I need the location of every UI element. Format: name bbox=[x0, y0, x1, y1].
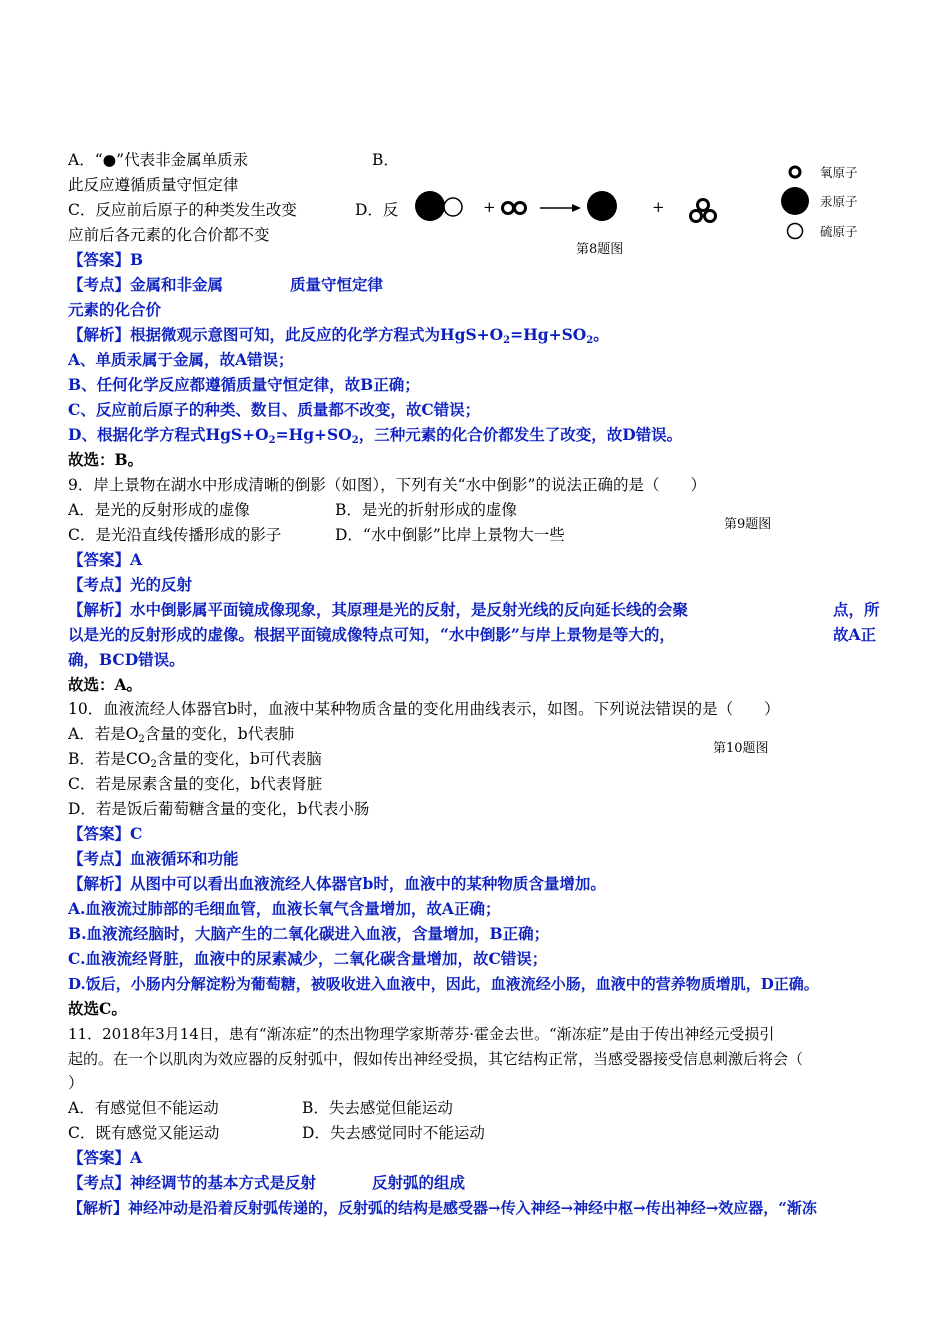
q11-option-c: C．既有感觉又能运动 bbox=[68, 1124, 220, 1142]
q8-legend bbox=[781, 165, 858, 239]
q8-product-mercury-atom-icon bbox=[587, 191, 617, 221]
legend-sulfur-label: 硫原子 bbox=[820, 224, 858, 239]
q8-reactant-hgs-molecule bbox=[415, 191, 462, 221]
q8-option-a: A．“●”代表非金属单质汞 bbox=[68, 151, 249, 169]
q8-plus-sign-2: + bbox=[652, 198, 665, 216]
q11-analysis: 【解析】神经冲动是沿着反射弧传递的，反射弧的结构是感受器→传入神经→神经中枢→传出神经→效应器，“渐冻 bbox=[68, 1199, 817, 1217]
oxygen-atom-icon bbox=[705, 211, 716, 222]
q10-figure-caption: 第10题图 bbox=[713, 741, 769, 756]
mercury-atom-icon bbox=[415, 191, 445, 221]
q9-analysis-2a: 以是光的反射形成的虚像。根据平面镜成像特点可知，“水中倒影”与岸上景物是等大的， bbox=[68, 625, 675, 644]
q9-option-d: D．“水中倒影”比岸上景物大一些 bbox=[335, 526, 565, 544]
q11-topic-b: 反射弧的组成 bbox=[372, 1173, 466, 1192]
q10-analysis-line-a: A.血液流过肺部的毛细血管，血液长氧气含量增加，故A正确； bbox=[68, 899, 501, 918]
q8-option-c: C．反应前后原子的种类发生改变 bbox=[68, 201, 297, 219]
q10-topic: 【考点】血液循环和功能 bbox=[68, 849, 239, 868]
q8-reaction-arrow-icon bbox=[540, 204, 581, 212]
q8-choose: 故选：B。 bbox=[68, 450, 144, 469]
q10-choose: 故选C。 bbox=[68, 999, 127, 1018]
q10-option-a: A．若是$O_2$含量的变化，b代表肺 bbox=[68, 725, 295, 745]
q8-analysis: 【解析】根据微观示意图可知，此反应的化学方程式为$HgS+O_2=Hg+SO_2$。 bbox=[68, 325, 609, 346]
sulfur-atom-icon bbox=[444, 198, 462, 216]
oxygen-atom-icon bbox=[515, 203, 526, 214]
legend-oxygen-label: 氧原子 bbox=[820, 165, 858, 180]
oxygen-atom-icon bbox=[698, 200, 709, 211]
q8-reactant-oxygen-molecule bbox=[503, 203, 526, 214]
q8-analysis-line-d: D、根据化学方程式$HgS+O_2=Hg+SO_2$，三种元素的化合价都发生了改变，故D错误。 bbox=[68, 425, 683, 446]
q9-analysis-1b: 点，所 bbox=[833, 600, 880, 619]
q9-answer: 【答案】A bbox=[68, 550, 143, 569]
q10-analysis-line-c: C.血液流经肾脏，血液中的尿素减少，二氧化碳含量增加，故C错误； bbox=[68, 949, 548, 968]
q8-topic-c: 元素的化合价 bbox=[68, 300, 162, 319]
oxygen-atom-icon bbox=[691, 211, 702, 222]
q8-option-b-tail: 此反应遵循质量守恒定律 bbox=[68, 176, 239, 194]
q11-option-d: D．失去感觉同时不能运动 bbox=[302, 1124, 485, 1142]
q9-analysis-3: 确，BCD错误。 bbox=[68, 650, 185, 669]
q8-analysis-line-b: B、任何化学反应都遵循质量守恒定律，故B正确； bbox=[68, 375, 420, 394]
q11-stem-line-2: 起的。在一个以肌肉为效应器的反射弧中，假如传出神经受损，其它结构正常，当感受器接受信息刺激后将会（ bbox=[68, 1050, 804, 1068]
q8-topic-b: 质量守恒定律 bbox=[290, 275, 384, 294]
q8-product-so2-molecule bbox=[691, 200, 716, 222]
q11-answer: 【答案】A bbox=[68, 1148, 143, 1167]
q10-answer: 【答案】C bbox=[68, 824, 143, 843]
q8-analysis-line-c: C、反应前后原子的种类、数目、质量都不改变，故C错误； bbox=[68, 400, 481, 419]
q9-option-c: C．是光沿直线传播形成的影子 bbox=[68, 526, 282, 544]
legend-sulfur-atom-icon bbox=[788, 224, 803, 239]
q10-option-b: B．若是$CO_2$含量的变化，b可代表脑 bbox=[68, 750, 322, 770]
q8-figure-caption: 第8题图 bbox=[576, 242, 624, 257]
q11-topic-a: 【考点】神经调节的基本方式是反射 bbox=[68, 1173, 317, 1192]
q10-option-d: D．若是饭后葡萄糖含量的变化，b代表小肠 bbox=[68, 800, 370, 818]
q9-stem: 9．岸上景物在湖水中形成清晰的倒影（如图），下列有关“水中倒影”的说法正确的是（ ） bbox=[68, 476, 706, 494]
q8-topic-a: 【考点】金属和非金属 bbox=[68, 275, 224, 294]
q9-analysis-1a: 【解析】水中倒影属平面镜成像现象，其原理是光的反射，是反射光线的反向延长线的会聚 bbox=[68, 600, 689, 619]
q10-analysis-line-b: B.血液流经脑时，大脑产生的二氧化碳进入血液，含量增加，B正确； bbox=[68, 924, 550, 943]
q9-topic: 【考点】光的反射 bbox=[68, 575, 193, 594]
q10-option-c: C．若是尿素含量的变化，b代表肾脏 bbox=[68, 775, 323, 793]
q10-analysis: 【解析】从图中可以看出血液流经人体器官b时，血液中的某种物质含量增加。 bbox=[68, 874, 606, 893]
q9-choose: 故选：A。 bbox=[68, 675, 143, 694]
legend-oxygen-atom-icon bbox=[790, 167, 800, 177]
q8-option-b-head: B． bbox=[372, 151, 399, 169]
q8-reaction-diagram bbox=[400, 160, 870, 255]
q10-stem: 10．血液流经人体器官b时，血液中某种物质含量的变化用曲线表示，如图。下列说法错误的是（ ） bbox=[68, 700, 780, 718]
oxygen-atom-icon bbox=[503, 203, 514, 214]
q9-analysis-2b: 故A正 bbox=[833, 625, 877, 644]
q11-stem-line-1: 11．2018年3月14日，患有“渐冻症”的杰出物理学家斯蒂芬·霍金去世。“渐冻症”是由于传出神经元受损引 bbox=[68, 1025, 775, 1043]
legend-mercury-label: 汞原子 bbox=[820, 194, 858, 209]
q11-option-a: A．有感觉但不能运动 bbox=[68, 1099, 219, 1117]
q9-figure-caption: 第9题图 bbox=[724, 517, 772, 532]
q11-stem-line-3: ） bbox=[68, 1074, 84, 1092]
q8-option-d-tail: 应前后各元素的化合价都不变 bbox=[68, 226, 270, 244]
q10-analysis-line-d: D.饭后，小肠内分解淀粉为葡萄糖，被吸收进入血液中，因此，血液流经小肠，血液中的营养物质增肌，D正确。 bbox=[68, 975, 819, 993]
q8-answer: 【答案】B bbox=[68, 250, 144, 269]
q9-option-b: B．是光的折射形成的虚像 bbox=[335, 501, 517, 519]
q11-option-b: B．失去感觉但能运动 bbox=[302, 1099, 453, 1117]
q8-option-d-head: D．反 bbox=[355, 201, 399, 219]
q8-plus-sign-1: + bbox=[483, 198, 496, 216]
q8-analysis-line-a: A、单质汞属于金属，故A错误； bbox=[68, 350, 294, 369]
legend-mercury-atom-icon bbox=[781, 187, 809, 215]
q9-option-a: A．是光的反射形成的虚像 bbox=[68, 501, 250, 519]
